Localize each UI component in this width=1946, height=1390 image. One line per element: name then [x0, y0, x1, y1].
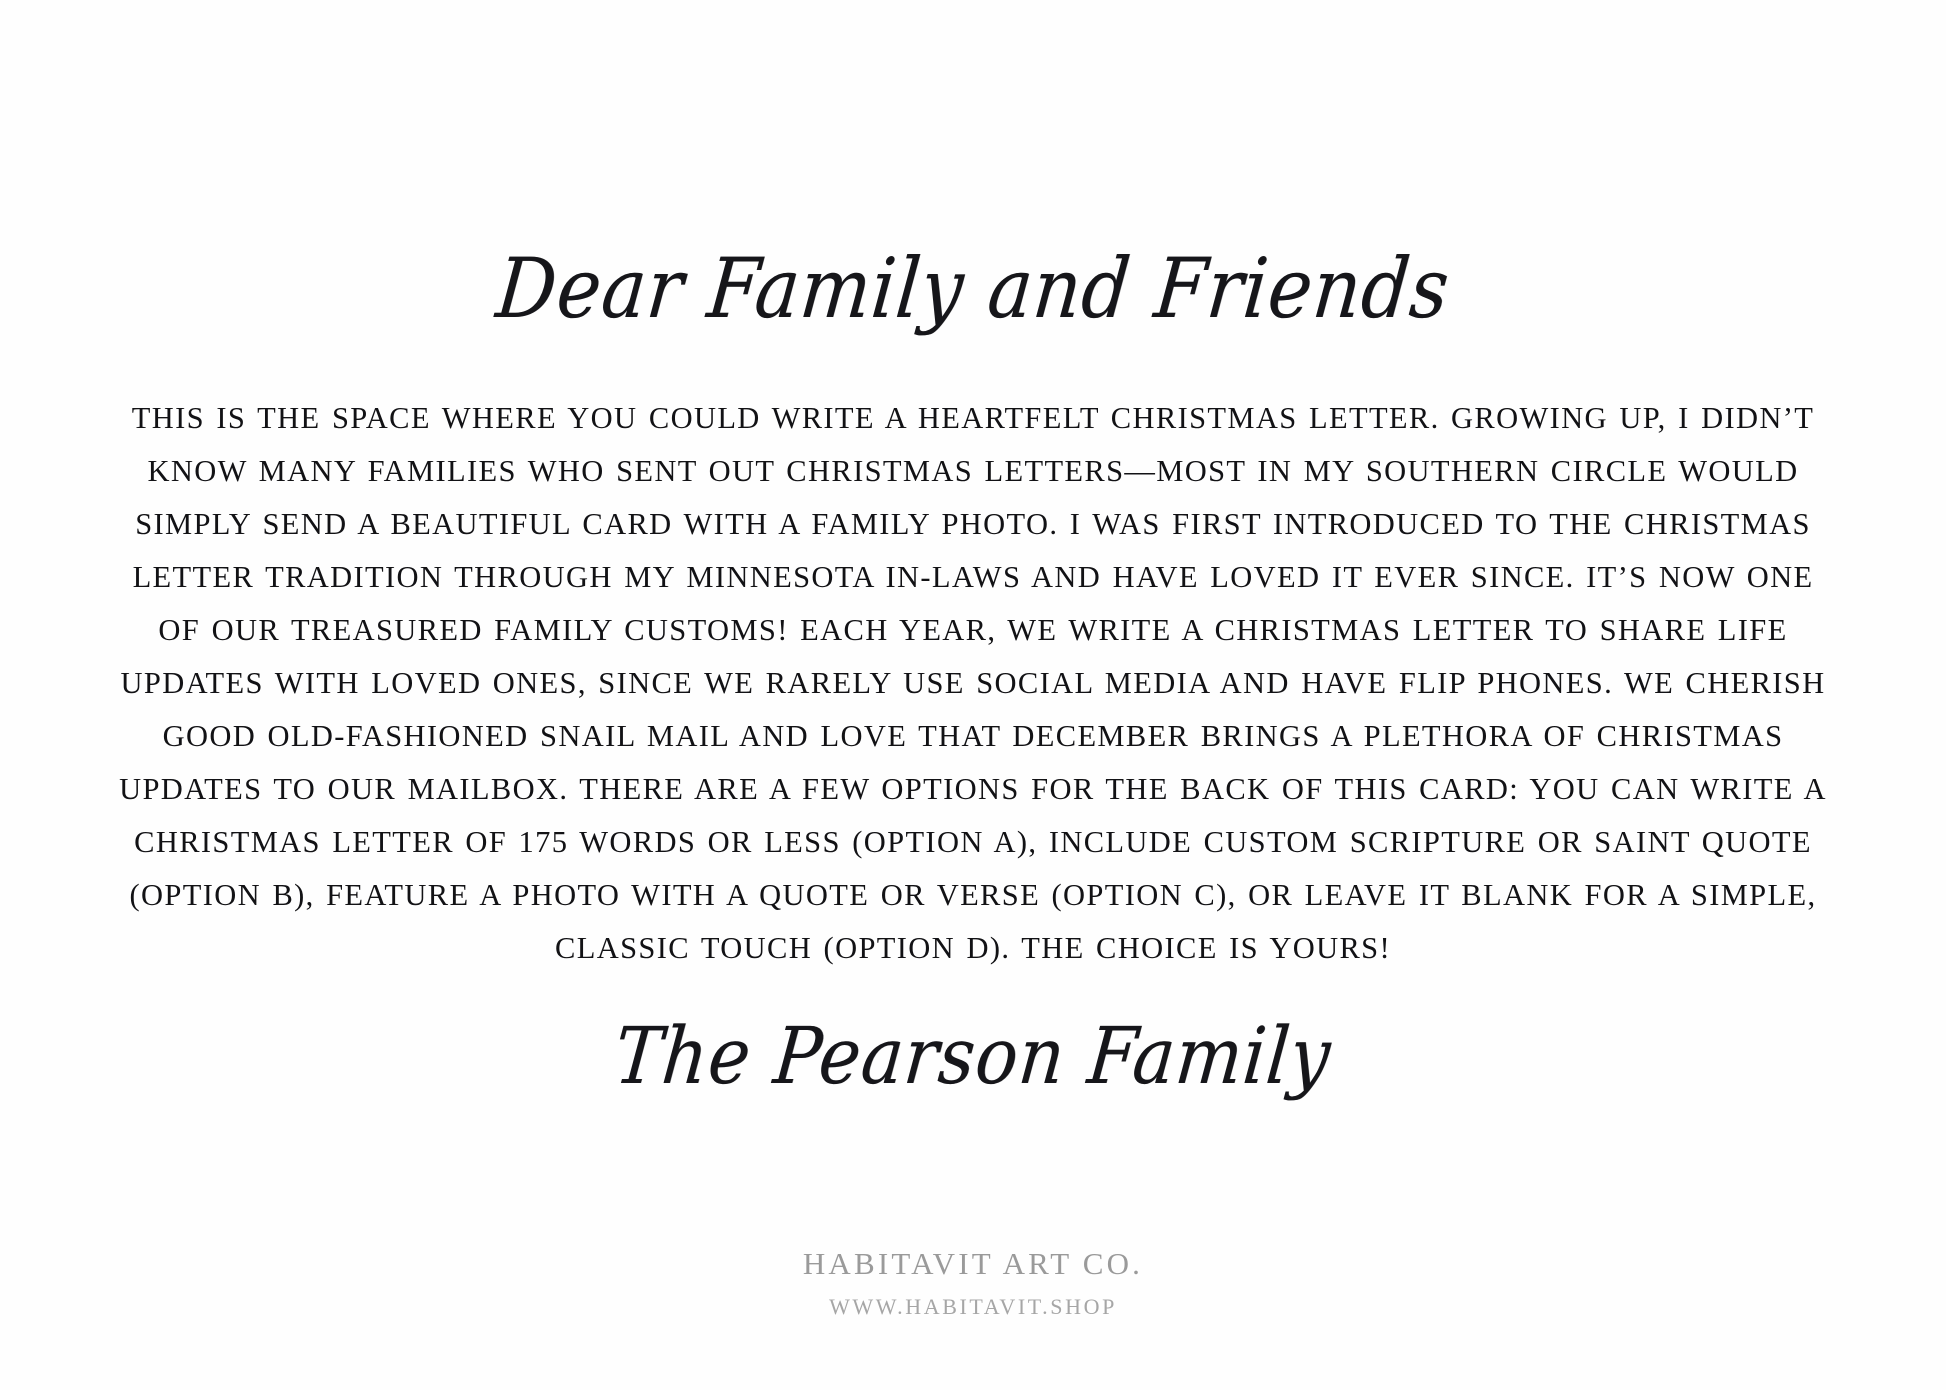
card-signature: The Pearson Family: [610, 1010, 1336, 1102]
card-salutation: Dear Family and Friends: [492, 240, 1454, 338]
card-footer: [0, 1246, 1946, 1320]
card-letter-body: THIS IS THE SPACE WHERE YOU COULD WRITE A HEARTFELT CHRISTMAS LETTER. GROWING UP, I DIDN’T KNOW MANY FAMILIES WHO SENT OUT CHRISTMAS LETTERS—MOST IN MY SOUTHERN CIRCLE WOULD SIMPLY SEND A BEAUTIFUL CARD WITH A FAMILY PHOTO. I WAS FIRST INTRODUCED TO THE CHRISTMAS LETTER TRADITION THROUGH MY MINNESOTA IN-LAWS AND HAVE LOVED IT EVER SINCE. IT’S NOW ONE OF OUR TREASURED FAMILY CUSTOMS! EACH YEAR, WE WRITE A CHRISTMAS LETTER TO SHARE LIFE UPDATES WITH LOVED ONES, SINCE WE RARELY USE SOCIAL MEDIA AND HAVE FLIP PHONES. WE CHERISH GOOD OLD-FASHIONED SNAIL MAIL AND LOVE THAT DECEMBER BRINGS A PLETHORA OF CHRISTMAS UPDATES TO OUR MAILBOX. THERE ARE A FEW OPTIONS FOR THE BACK OF THIS CARD: YOU CAN WRITE A CHRISTMAS LETTER OF 175 WORDS OR LESS (OPTION A), INCLUDE CUSTOM SCRIPTURE OR SAINT QUOTE (OPTION B), FEATURE A PHOTO WITH A QUOTE OR VERSE (OPTION C), OR LEAVE IT BLANK FOR A SIMPLE, CLASSIC TOUCH (OPTION D). THE CHOICE IS YOURS!: [119, 401, 1827, 965]
footer-website-url: WWW.HABITAVIT.SHOP: [829, 1294, 1117, 1319]
footer-brand-name: HABITAVIT ART CO.: [802, 1246, 1144, 1281]
